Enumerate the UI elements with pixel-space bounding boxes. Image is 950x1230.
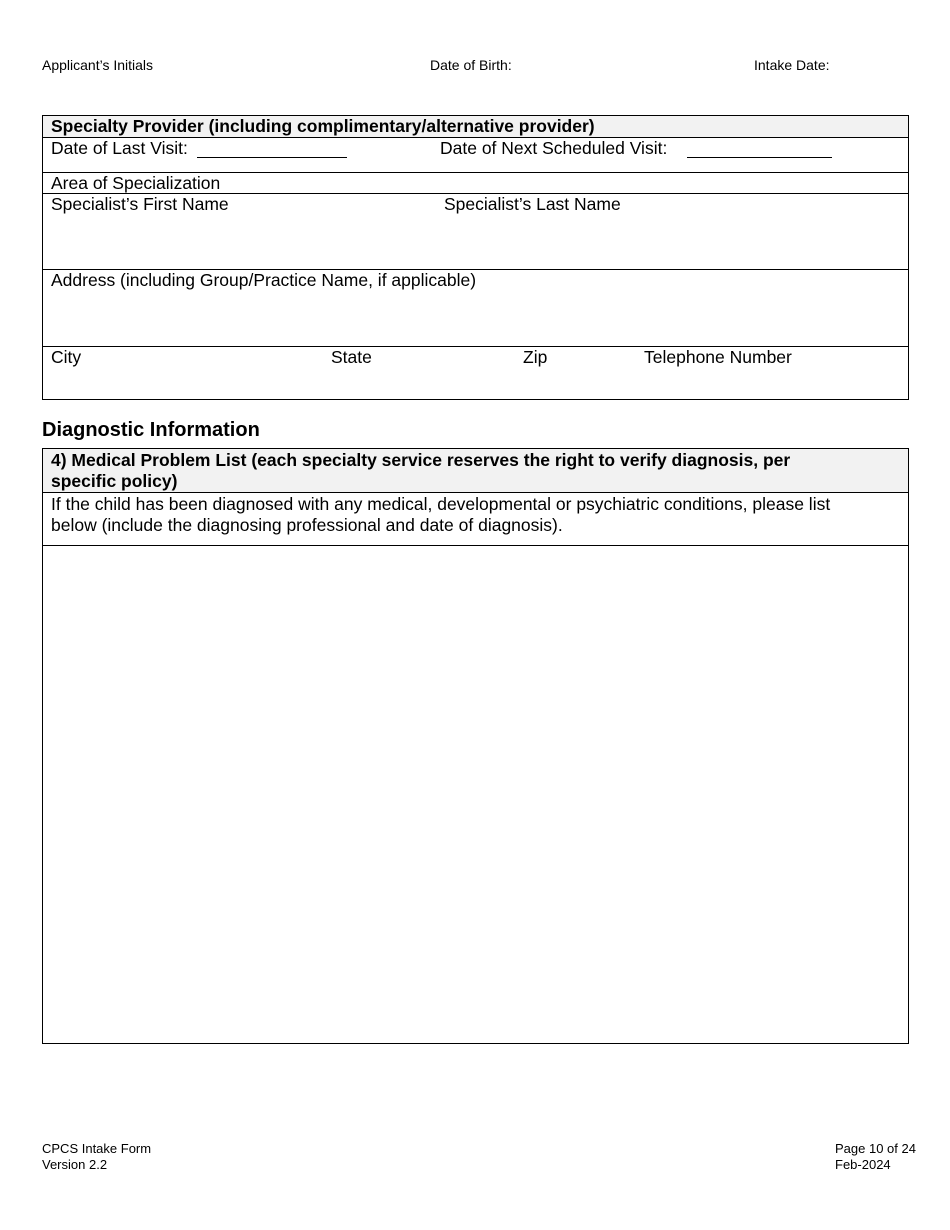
medical-problem-title-line1: 4) Medical Problem List (each specialty service reserves the right to verify diagnosis, per <box>51 450 791 470</box>
medical-problem-response-area[interactable] <box>43 545 908 1043</box>
date-of-birth-label: Date of Birth: <box>430 57 512 73</box>
area-of-specialization-label: Area of Specialization <box>51 173 221 193</box>
medical-problem-list-section <box>42 448 909 1044</box>
address-label: Address (including Group/Practice Name, if applicable) <box>51 270 477 290</box>
date-of-last-visit-label: Date of Last Visit: <box>51 138 188 158</box>
visit-dates-row <box>43 137 908 172</box>
intake-date-label: Intake Date: <box>754 57 830 73</box>
specialist-name-row[interactable] <box>43 193 908 269</box>
area-of-specialization-row[interactable] <box>43 172 908 193</box>
medical-problem-header-row <box>43 449 908 492</box>
footer-form-name: CPCS Intake Form <box>42 1141 152 1156</box>
city-state-zip-row[interactable] <box>43 346 908 399</box>
specialty-provider-title: Specialty Provider (including complimentary/alternative provider) <box>51 116 595 136</box>
footer-page-number: Page 10 of 24 <box>835 1141 916 1156</box>
date-of-next-visit-field[interactable] <box>687 157 832 158</box>
date-of-last-visit-field[interactable] <box>197 157 347 158</box>
instructions-line1: If the child has been diagnosed with any medical, developmental or psychiatric conditions, please list <box>51 494 831 514</box>
diagnostic-information-heading: Diagnostic Information <box>42 419 260 441</box>
specialist-last-name-label: Specialist’s Last Name <box>444 194 621 214</box>
footer-date: Feb-2024 <box>835 1157 891 1172</box>
instructions-line2: below (include the diagnosing professional and date of diagnosis). <box>51 515 563 535</box>
specialty-provider-header-row <box>43 116 908 137</box>
city-label: City <box>51 347 82 367</box>
zip-label: Zip <box>523 347 548 367</box>
date-of-next-visit-label: Date of Next Scheduled Visit: <box>440 138 668 158</box>
specialty-provider-section <box>42 115 909 400</box>
state-label: State <box>331 347 372 367</box>
specialist-first-name-label: Specialist’s First Name <box>51 194 229 214</box>
instructions-row <box>43 492 908 545</box>
address-row[interactable] <box>43 269 908 346</box>
footer-version: Version 2.2 <box>42 1157 108 1172</box>
medical-problem-title-line2: specific policy) <box>51 471 178 491</box>
applicant-initials-label: Applicant’s Initials <box>42 57 154 73</box>
telephone-number-label: Telephone Number <box>644 347 792 367</box>
